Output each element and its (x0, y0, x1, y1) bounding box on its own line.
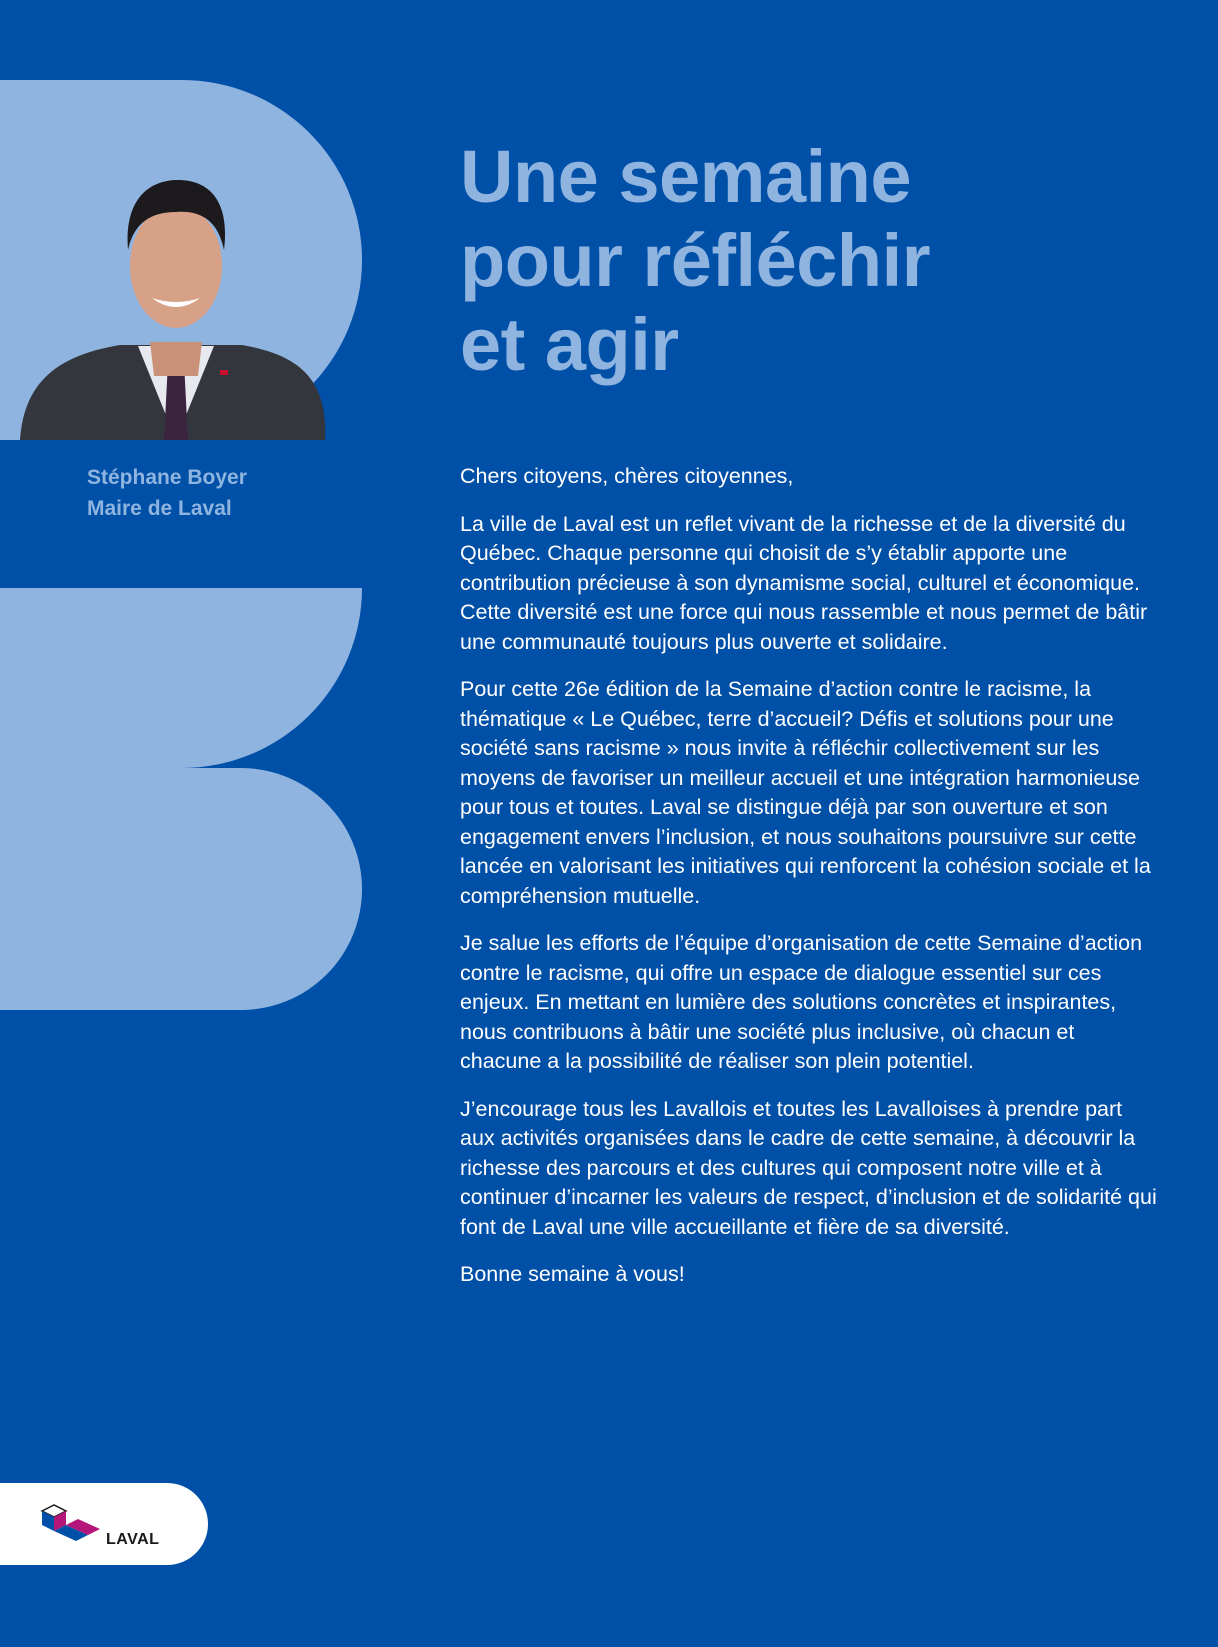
page-title (460, 135, 930, 387)
signatory-role: Maire de Laval (87, 497, 232, 520)
paragraph-1: La ville de Laval est un reflet vivant de la richesse et de la diversité du Québec. Chaque personne qui choisit de s’y établir apporte une contribution précieuse à son dynamisme social, culturel et économique. Cette diversité est une force qui nous rassemble et nous permet de bâtir une communauté toujours plus ouverte et solidaire. (460, 511, 1148, 654)
paragraph-2: Pour cette 26e édition de la Semaine d’action contre le racisme, la thématique « Le Québec, terre d’accueil? Défis et solutions pour une société sans racisme » nous invite à réfléchir collectivement sur les moyens de favoriser un meilleur accueil et une intégration harmonieuse pour tous et toutes. Laval se distingue déjà par son ouverture et son engagement envers l’inclusion, et nous souhaitons poursuivre sur cette lancée en valorisant les initiatives qui renforcent la cohésion sociale et la compréhension mutuelle. (460, 677, 1151, 908)
paragraph-3: Je salue les efforts de l’équipe d’organisation de cette Semaine d’action contre le racisme, qui offre un espace de dialogue essentiel sur ces enjeux. En mettant en lumière des solutions concrètes et inspirantes, nous contribuons à bâtir une société plus inclusive, où chacun et chacune a la possibilité de réaliser son plein potentiel. (460, 931, 1143, 1073)
laval-logo-icon (40, 1503, 104, 1547)
mayor-portrait (0, 80, 362, 440)
title-line-2: pour réfléchir (460, 219, 930, 302)
paragraph-4: J’encourage tous les Lavallois et toutes les Lavalloises à prendre part aux activités organisées dans le cadre de cette semaine, à découvrir la richesse des parcours et des cultures qui composent notre ville et à continuer d’incarner les valeurs de respect, d’inclusion et de solidarité qui font de Laval une ville accueillante et fière de sa diversité. (460, 1096, 1157, 1239)
signature-caption (87, 462, 247, 524)
closing: Bonne semaine à vous! (460, 1262, 685, 1286)
laval-wordmark: LAVAL (106, 1531, 160, 1548)
letter-body (460, 462, 1160, 1308)
salutation: Chers citoyens, chères citoyennes, (460, 464, 794, 488)
signatory-name: Stéphane Boyer (87, 466, 247, 489)
decorative-shape-pill (0, 768, 362, 1010)
laval-logo (0, 1483, 208, 1565)
title-line-1: Une semaine (460, 135, 912, 218)
title-line-3: et agir (460, 303, 679, 386)
decorative-shape-quarter (0, 588, 362, 768)
